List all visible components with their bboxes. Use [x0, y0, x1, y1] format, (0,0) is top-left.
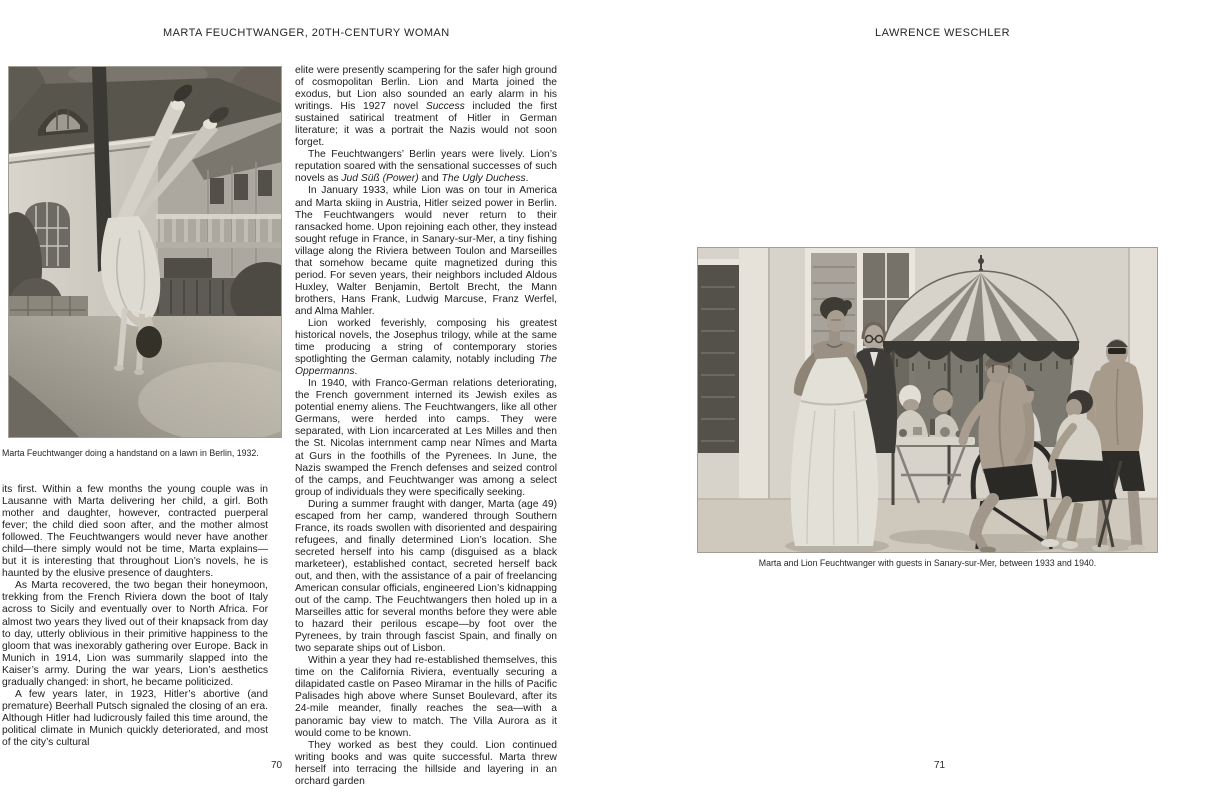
paragraph: its first. Within a few months the young couple was in Lausanne with Marta delivering her child, a girl. Both mother and daughter, however, contracted puerperal fever; the child died soon after, and the mother almost followed. The Feuchtwangers would never have another child—there simply would not be time, Marta explains—but it is interesting that throughout Lion’s novels, he is haunted by the elusive presence of daughters. — [2, 484, 268, 580]
terrace-photo-caption: Marta and Lion Feuchtwanger with guests in Sanary-sur-Mer, between 1933 and 1940. — [758, 558, 1097, 568]
handstand-photo-illustration — [8, 66, 282, 438]
terrace-photo — [697, 247, 1158, 553]
middle-text-column — [295, 65, 557, 788]
paragraph: A few years later, in 1923, Hitler’s abortive (and premature) Beerhall Putsch signaled the closing of an era. Although Hitler had ludicrously failed this time around, the political climate in Munich quickly deteriorated, and most of the city’s cultural — [2, 688, 268, 748]
page-number-left: 70 — [271, 760, 283, 771]
terrace-photo-illustration — [697, 247, 1158, 553]
paragraph: As Marta recovered, the two began their honeymoon, trekking from the French Riviera down the boot of Italy across to Sicily and eventually over to North Africa. For almost two years they lived out of their knapsack from day to day, utterly oblivious in their primitive happiness to the gloom that was inexorably gathering over Europe. Back in Munich in 1914, Lion was summarily slapped into the Kaiser’s army. During the war years, Lion’s aesthetics gradually changed: in short, he became politicized. — [2, 580, 268, 688]
left-running-head: MARTA FEUCHTWANGER, 20TH-CENTURY WOMAN — [163, 27, 450, 39]
paragraph: The Feuchtwangers’ Berlin years were lively. Lion’s reputation soared with the sensational successes of such novels as Jud Süß (Power) and The Ugly Duchess. — [295, 149, 557, 185]
page-number-right: 71 — [934, 760, 946, 771]
paragraph: In 1940, with Franco-German relations deteriorating, the French government interned its Jewish exiles as potential enemy aliens. The Feuchtwangers, like all other Germans, were herded into camps. They were separated, with Lion incarcerated at Les Milles and then the St. Nicolas internment camp near Nîmes and Marta at Gurs in the foothills of the Pyrenees. In June, the Nazis swamped the French defenses and seized control of the camps, and Feuchtwanger was among a select group of individuals they were specifically seeking. — [295, 378, 557, 498]
paragraph: elite were presently scampering for the safer high ground of cosmopolitan Berlin. Lion and Marta joined the exodus, but Lion also sounded an early alarm in his writings. His 1927 novel Success included the first sustained satirical treatment of Hitler in German literature; it was a portrait the Nazis would not soon forget. — [295, 65, 558, 149]
paragraph: They worked as best they could. Lion continued writing books and was quite successful. Marta threw herself into terracing the hillside and layering in an orchard garden — [295, 739, 557, 787]
handstand-photo — [8, 66, 282, 438]
right-running-head: LAWRENCE WESCHLER — [875, 27, 1010, 39]
paragraph: In January 1933, while Lion was on tour in America and Marta skiing in Austria, Hitler seized power in Berlin. The Feuchtwangers would never return to their ransacked home. Upon rejoining each other, they instead sought refuge in France, in Sanary-sur-Mer, a tiny fishing village along the Riviera between Toulon and Marseilles that somehow became quite magnetized during this period. For seven years, their neighbors included Aldous Huxley, Walter Benjamin, Bertolt Brecht, the Mann brothers, Hans Frank, Ludwig Marcuse, Franz Werfel, and Alma Mahler. — [295, 185, 557, 317]
left-text-column — [2, 484, 268, 749]
paragraph: During a summer fraught with danger, Marta (age 49) escaped from her camp, wandered through Southern France, its roads swollen with disoriented and despairing refugees, and finally determined Lion’s location. She secreted herself into his camp (disguised as a black marketeer), established contact, secreted herself back out, and then, with the assistance of a pair of freelancing American consular officials, engineered Lion’s kidnapping out of the camp. The Feuchtwangers then holed up in a Marseilles attic for several months before they were able to hazard their perilous escape—by foot over the Pyrenees, by train through fascist Spain, and finally on two separate ships out of Lisbon. — [295, 498, 557, 655]
paragraph: Within a year they had re-established themselves, this time on the California Riviera, eventually securing a dilapidated castle on Paseo Miramar in the hills of Pacific Palisades high above where Sunset Boulevard, after its 24-mile meander, finally reaches the sea—with a panoramic bay view to match. The Villa Aurora as it would come to be known. — [295, 655, 557, 739]
paragraph: Lion worked feverishly, composing his greatest historical novels, the Josephus trilogy, while at the same time producing a string of contemporary stories spotlighting the German calamity, notably including The Oppermanns. — [295, 317, 557, 378]
handstand-photo-caption: Marta Feuchtwanger doing a handstand on a lawn in Berlin, 1932. — [2, 448, 259, 458]
